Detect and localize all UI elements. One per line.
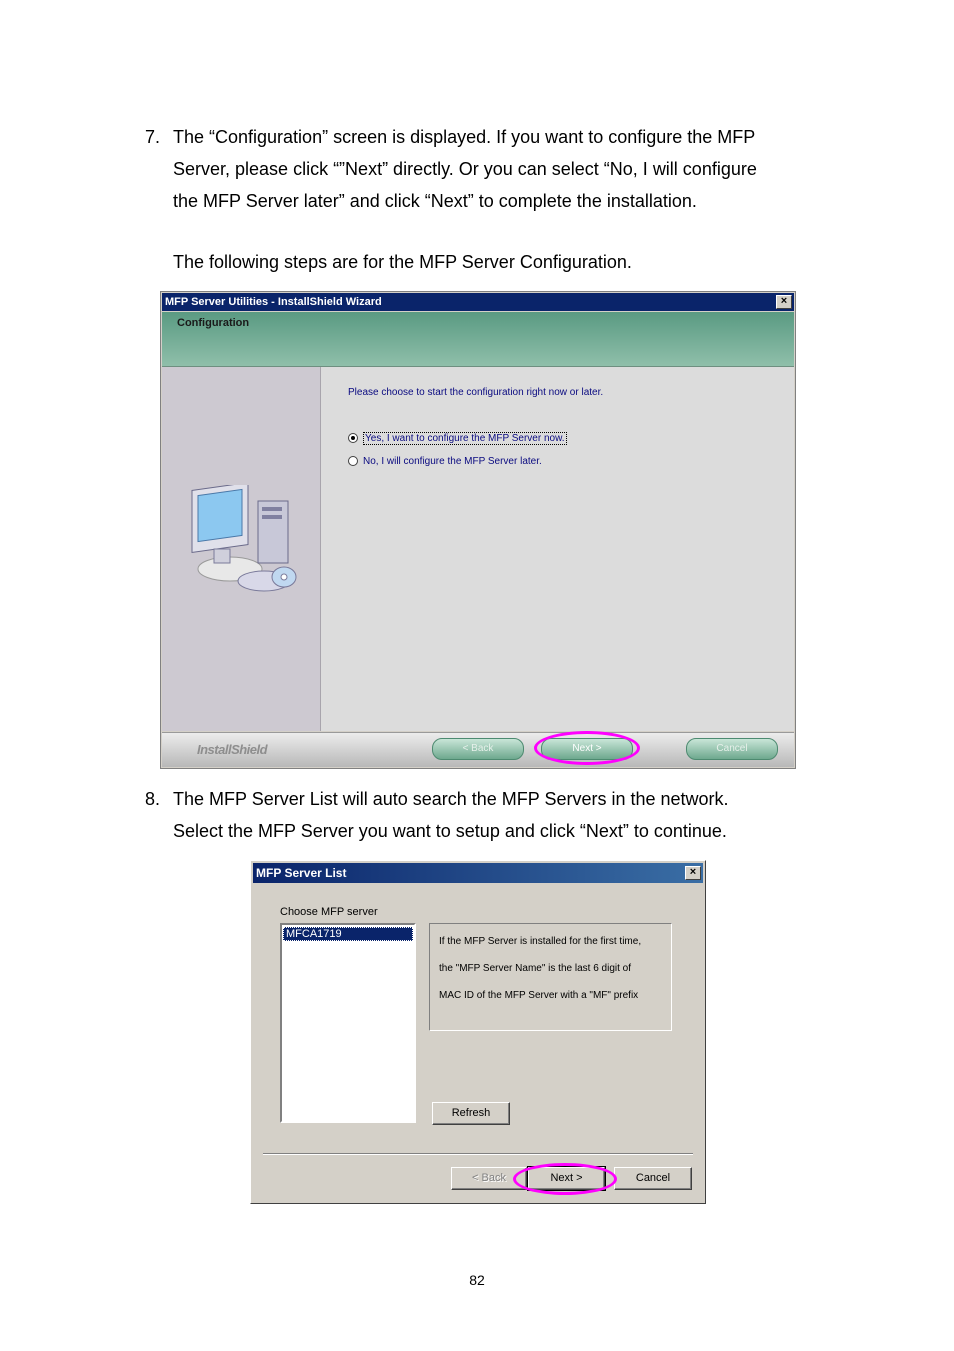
wizard-header (162, 312, 794, 367)
cancel-button[interactable]: Cancel (614, 1167, 692, 1190)
refresh-button[interactable]: Refresh (432, 1102, 510, 1125)
info-line: MAC ID of the MFP Server with a "MF" prefix (439, 990, 639, 1001)
info-line: If the MFP Server is installed for the first time, (439, 936, 642, 947)
wizard-footer (162, 732, 794, 767)
radio-selected-icon[interactable] (348, 433, 358, 443)
installshield-logo: InstallShield (197, 742, 268, 757)
radio-configure-later[interactable] (348, 456, 542, 467)
installshield-wizard-window (160, 291, 796, 769)
back-button[interactable]: < Back (432, 738, 524, 760)
computer-icon (188, 485, 308, 605)
info-box (429, 923, 672, 1031)
step-7-number: 7. (145, 127, 161, 147)
step-7-followup: The following steps are for the MFP Server Configuration. (173, 252, 632, 272)
choose-server-label: Choose MFP server (280, 906, 378, 918)
step-7-line: the MFP Server later” and click “Next” to complete the installation. (173, 191, 697, 211)
step-8-line: The MFP Server List will auto search the MFP Servers in the network. (173, 789, 729, 809)
wizard-side-panel (162, 367, 321, 731)
next-button-highlight (513, 1163, 617, 1195)
next-button[interactable]: Next > (528, 1167, 605, 1190)
step-7-line: The “Configuration” screen is displayed. If you want to configure the MFP (173, 127, 756, 147)
info-line: the "MFP Server Name" is the last 6 digit of (439, 963, 631, 974)
radio-unselected-icon[interactable] (348, 456, 358, 466)
page-number: 82 (469, 1272, 485, 1288)
step-8-text (173, 783, 833, 847)
next-button[interactable]: Next > (541, 738, 633, 760)
dialog-title: MFP Server List (256, 866, 347, 880)
divider (263, 1153, 693, 1155)
radio-configure-later-label[interactable]: No, I will configure the MFP Server later. (363, 456, 542, 467)
step-7-text (173, 121, 833, 217)
radio-configure-now[interactable] (348, 433, 567, 444)
wizard-title: MFP Server Utilities - InstallShield Wizard (165, 296, 382, 308)
dialog-titlebar (253, 863, 703, 883)
back-button[interactable]: < Back (451, 1167, 527, 1190)
step-7-line: Server, please click “”Next” directly. Or you can select “No, I will configure (173, 159, 757, 179)
next-button-highlight (534, 731, 640, 765)
server-listbox[interactable] (280, 923, 416, 1123)
config-prompt: Please choose to start the configuration right now or later. (348, 387, 604, 398)
wizard-titlebar (162, 293, 794, 311)
step-8-line: Select the MFP Server you want to setup and click “Next” to continue. (173, 821, 727, 841)
mfp-server-list-dialog (250, 860, 706, 1204)
cancel-button[interactable]: Cancel (686, 738, 778, 760)
radio-configure-now-label[interactable]: Yes, I want to configure the MFP Server now. (365, 433, 565, 444)
close-icon[interactable]: × (685, 866, 701, 880)
step-8-number: 8. (145, 789, 161, 809)
wizard-header-title: Configuration (177, 317, 250, 329)
server-list-item[interactable]: MFCA1719 (283, 927, 413, 941)
close-icon[interactable]: × (776, 295, 792, 309)
wizard-content (321, 367, 794, 731)
